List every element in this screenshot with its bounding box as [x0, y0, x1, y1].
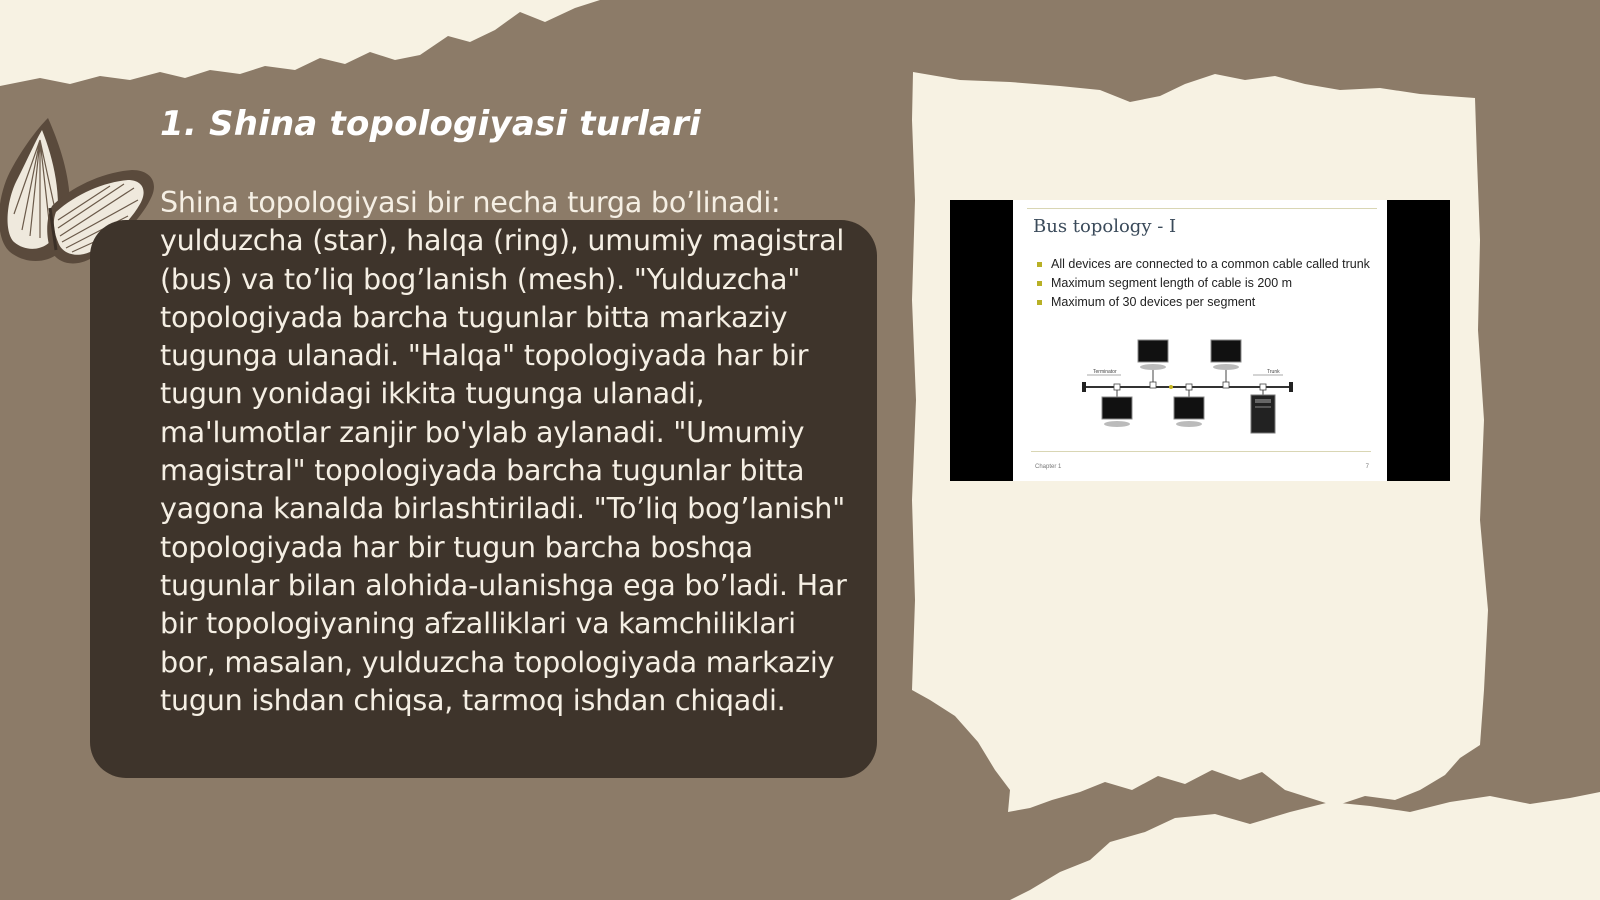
embedded-slide-bullet: [1037, 258, 1377, 271]
computer-icon: [1138, 340, 1168, 388]
computer-icon: [1174, 384, 1204, 427]
trunk-marker: [1169, 385, 1173, 389]
embedded-slide-image: [950, 200, 1450, 481]
embedded-slide-top-rule: [1027, 208, 1377, 209]
embedded-slide-title: Bus topology - I: [1033, 216, 1177, 237]
slide-title: 1. Shina topologiyasi turlari: [160, 104, 701, 144]
embedded-slide-footer-left: Chapter 1: [1035, 464, 1062, 470]
terminator-right: [1289, 382, 1293, 392]
bullet-square-icon: [1037, 262, 1042, 267]
bullet-square-icon: [1037, 281, 1042, 286]
embedded-slide-bottom-rule: [1031, 451, 1371, 452]
embedded-slide-content: [1013, 200, 1387, 481]
embedded-slide-bullet-text: Maximum segment length of cable is 200 m: [1051, 276, 1293, 290]
server-icon: [1251, 384, 1275, 433]
computer-icon: [1102, 384, 1132, 427]
slide-body-text: Shina topologiyasi bir necha turga bo’linadi: yulduzcha (star), halqa (ring), umumiy magistral (bus) va to’liq bog’lanish (mesh). "Yulduzcha" topologiyada barcha tugunlar bitta markaziy tugunga ulanadi. "Halqa" topologiyada har bir tugun yonidagi ikkita tugunga ulanadi, ma'lumotlar zanjir bo'ylab aylanadi. "Umumiy magistral" topologiyada barcha tugunlar bitta yagona kanalda birlashtiriladi. "To’liq bog’lanish" topologiyada har bir tugun barcha boshqa tugunlar bilan alohida-ulanishga ega bo’ladi. Har bir topologiyaning afzalliklari va kamchiliklari bor, masalan, yulduzcha topologiyada markaziy tugun ishdan chiqsa, tarmoq ishdan chiqadi.: [160, 185, 847, 717]
bullet-square-icon: [1037, 300, 1042, 305]
embedded-slide-bullet: [1037, 277, 1377, 290]
embedded-slide-bullet-text: Maximum of 30 devices per segment: [1051, 295, 1256, 309]
embedded-slide-bullets: [1037, 258, 1377, 315]
trunk-label: Trunk: [1267, 369, 1280, 375]
embedded-slide-bullet: [1037, 296, 1377, 309]
terminator-left: [1082, 382, 1086, 392]
embedded-slide-page-number: 7: [1365, 464, 1369, 470]
embedded-slide-bullet-text: All devices are connected to a common cable called trunk: [1051, 257, 1370, 271]
bus-topology-diagram: [1013, 335, 1387, 445]
terminator-label: Terminator: [1093, 369, 1117, 375]
computer-icon: [1211, 340, 1241, 388]
